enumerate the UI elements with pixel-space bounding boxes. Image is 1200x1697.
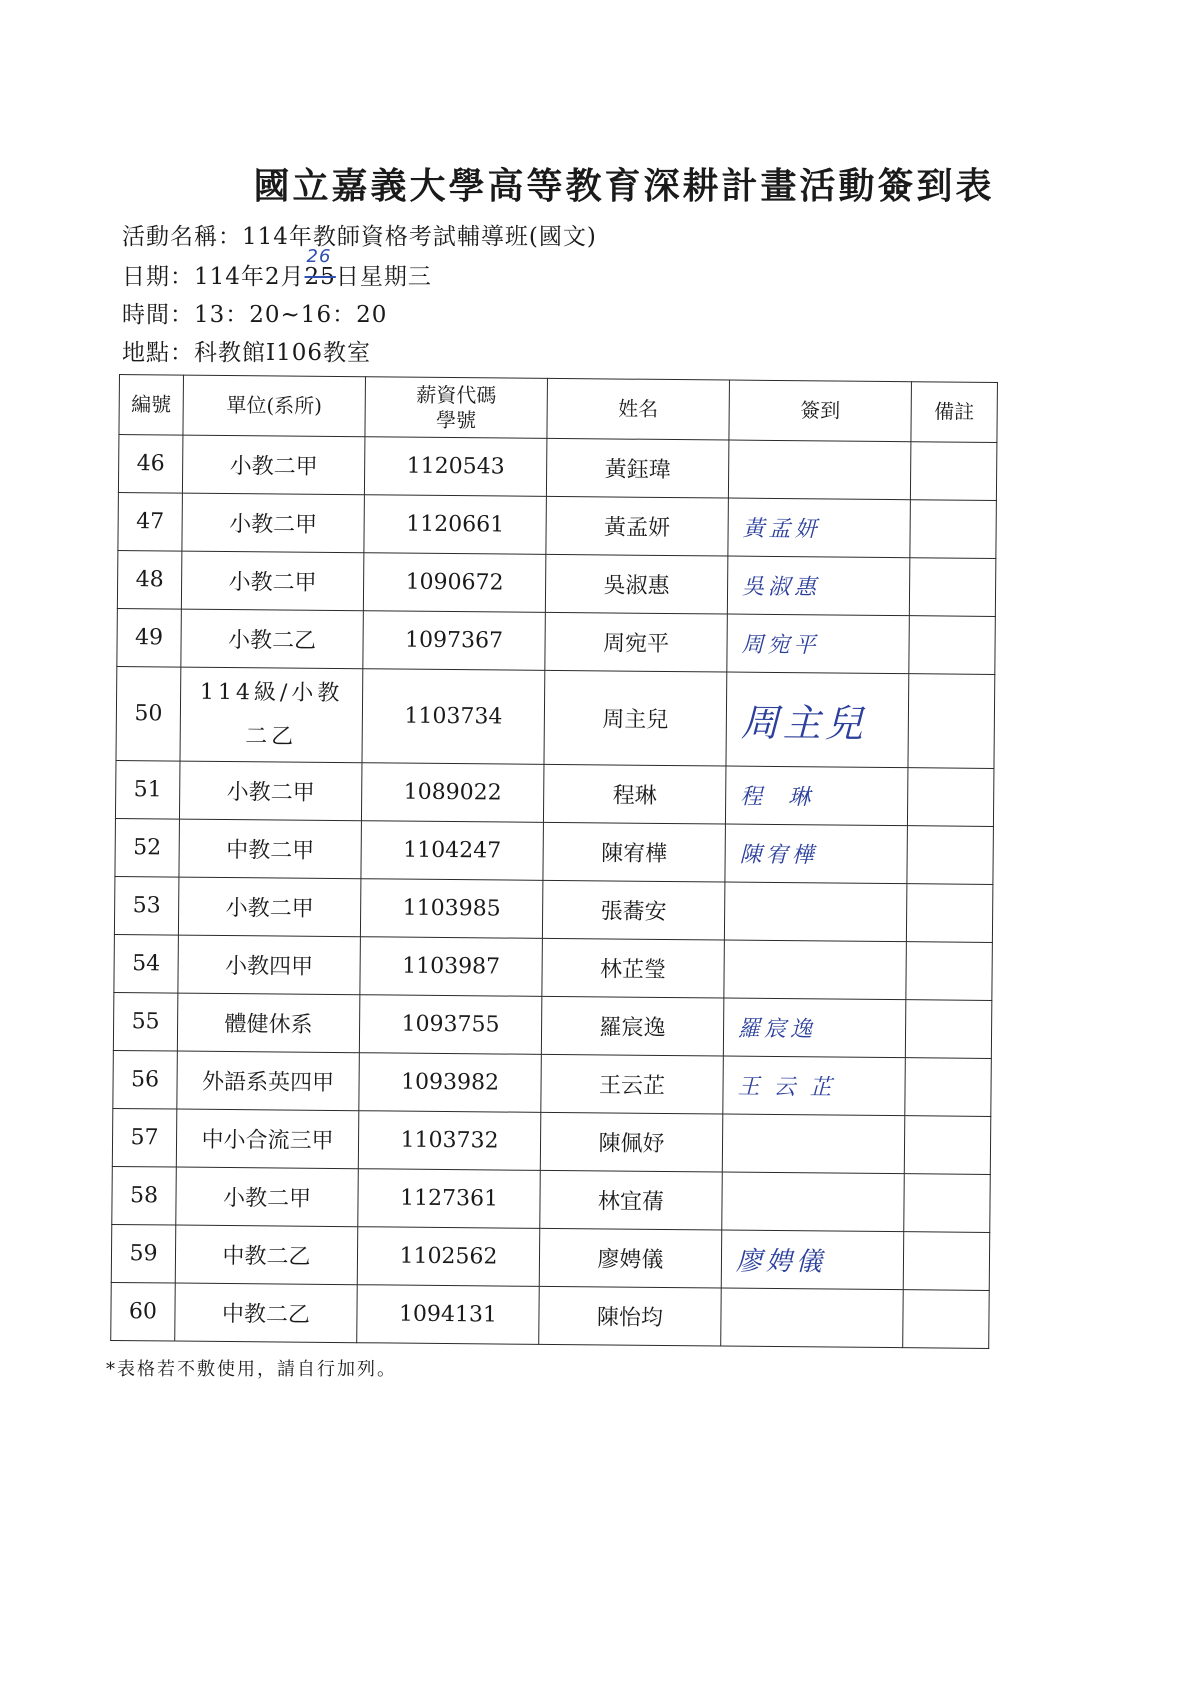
location-line: 地點：科教館I106教室 [122, 340, 371, 366]
cell-no: 53 [114, 876, 179, 935]
cell-unit: 小教二甲 [182, 435, 365, 495]
date-suffix: 日星期三 [335, 264, 432, 290]
cell-no: 52 [115, 818, 180, 877]
cell-remark [910, 500, 997, 559]
header-code [365, 377, 548, 439]
cell-remark [905, 1000, 992, 1059]
cell-no: 49 [117, 608, 182, 667]
cell-remark [904, 1116, 991, 1175]
cell-unit: 小教二甲 [181, 551, 364, 611]
cell-code: 1103987 [360, 937, 543, 997]
cell-unit: 中小合流三甲 [176, 1109, 359, 1169]
cell-no: 51 [115, 760, 180, 819]
cell-signature: 王云芷 [723, 1056, 906, 1116]
cell-unit: 小教二甲 [182, 493, 365, 553]
cell-signature [728, 440, 911, 500]
cell-signature: 黃孟妍 [728, 498, 911, 558]
footnote: *表格若不敷使用，請自行加列。 [106, 1359, 397, 1380]
time-line: 時間：13：20~16：20 [122, 302, 388, 328]
cell-unit: 外語系英四甲 [177, 1051, 360, 1111]
cell-signature [722, 1114, 905, 1174]
table-row [118, 492, 996, 558]
cell-unit [180, 667, 363, 763]
table-row [111, 1224, 989, 1290]
table-row [113, 992, 991, 1058]
cell-code: 1089022 [361, 763, 544, 823]
cell-remark [903, 1232, 990, 1291]
table-row [113, 1050, 991, 1116]
cell-unit: 小教四甲 [178, 935, 361, 995]
table-row [114, 934, 992, 1000]
cell-unit: 小教二甲 [176, 1167, 359, 1227]
cell-no: 58 [112, 1166, 177, 1225]
cell-name: 陳怡均 [539, 1286, 722, 1346]
cell-name: 黃鈺瑋 [546, 438, 729, 498]
cell-code: 1104247 [361, 821, 544, 881]
cell-name: 陳佩妤 [540, 1112, 723, 1172]
cell-remark [910, 442, 997, 501]
table-row [115, 760, 993, 826]
cell-signature: 陳宥樺 [725, 824, 908, 884]
cell-name: 羅宸逸 [541, 996, 724, 1056]
table-row [117, 608, 995, 674]
cell-unit-text: 114級/小教二乙 [199, 679, 344, 750]
cell-code: 1103732 [358, 1111, 541, 1171]
cell-code: 1120543 [364, 437, 547, 497]
cell-name: 周宛平 [545, 612, 728, 672]
header-unit: 單位(系所) [183, 375, 366, 437]
cell-unit: 中教二乙 [175, 1283, 358, 1343]
cell-name: 王云芷 [541, 1054, 724, 1114]
cell-name: 陳宥樺 [543, 822, 726, 882]
cell-unit: 中教二甲 [179, 819, 362, 879]
cell-no: 48 [117, 550, 182, 609]
table-row [117, 550, 995, 616]
cell-signature: 程琳 [725, 766, 908, 826]
cell-remark [909, 616, 996, 675]
cell-code: 1093755 [359, 995, 542, 1055]
date-line [122, 246, 432, 291]
cell-no: 60 [111, 1282, 176, 1341]
cell-no: 56 [113, 1050, 178, 1109]
cell-name: 林宜蒨 [540, 1170, 723, 1230]
cell-code: 1103985 [360, 879, 543, 939]
cell-signature: 吳淑惠 [727, 556, 910, 616]
cell-remark [906, 942, 993, 1001]
cell-name: 周主兒 [544, 670, 727, 766]
cell-no: 54 [114, 934, 179, 993]
cell-unit: 小教二乙 [181, 609, 364, 669]
cell-code: 1097367 [363, 611, 546, 671]
cell-signature: 周主兒 [726, 672, 909, 768]
cell-unit: 小教二甲 [179, 761, 362, 821]
cell-remark [907, 768, 994, 827]
date-prefix: 日期：114年2月 [122, 264, 305, 290]
cell-name: 吳淑惠 [545, 554, 728, 614]
cell-remark [905, 1058, 992, 1117]
cell-code: 1093982 [359, 1053, 542, 1113]
header-remark: 備註 [911, 382, 998, 443]
cell-name: 程琳 [543, 764, 726, 824]
table-row [112, 1166, 990, 1232]
cell-no: 57 [112, 1108, 177, 1167]
cell-signature: 廖娉儀 [721, 1230, 904, 1290]
cell-remark [907, 826, 994, 885]
cell-code: 1102562 [357, 1227, 540, 1287]
cell-no: 47 [118, 492, 183, 551]
table-header-row [119, 375, 998, 443]
header-name: 姓名 [547, 378, 730, 440]
cell-remark [906, 884, 993, 943]
cell-remark [904, 1174, 991, 1233]
cell-unit: 小教二甲 [178, 877, 361, 937]
header-no: 編號 [119, 375, 184, 436]
cell-unit: 中教二乙 [175, 1225, 358, 1285]
cell-name: 張蕎安 [542, 880, 725, 940]
sign-in-table [110, 374, 998, 1349]
cell-no: 46 [118, 435, 183, 494]
cell-name: 黃孟妍 [546, 496, 729, 556]
date-correction [304, 246, 336, 290]
table-row [114, 876, 992, 942]
cell-code: 1120661 [364, 495, 547, 555]
cell-no: 50 [116, 666, 181, 761]
table-row [116, 666, 995, 768]
cell-signature: 周宛平 [727, 614, 910, 674]
table-row [118, 435, 996, 501]
cell-signature [724, 882, 907, 942]
cell-remark [909, 558, 996, 617]
cell-code: 1090672 [363, 553, 546, 613]
cell-name: 林芷瑩 [542, 938, 725, 998]
header-code-line1: 薪資代碼 [416, 382, 497, 407]
header-signature: 簽到 [729, 380, 912, 442]
table-row [111, 1282, 989, 1348]
cell-name: 廖娉儀 [539, 1228, 722, 1288]
cell-code: 1103734 [362, 669, 545, 765]
cell-signature [724, 940, 907, 1000]
cell-code: 1094131 [357, 1285, 540, 1345]
date-struck: 25 [304, 264, 336, 290]
cell-remark [903, 1290, 990, 1349]
cell-no: 59 [111, 1224, 176, 1283]
cell-signature: 羅宸逸 [723, 998, 906, 1058]
cell-no: 55 [113, 992, 178, 1051]
table-row [115, 818, 993, 884]
cell-remark [908, 674, 995, 769]
cell-signature [722, 1172, 905, 1232]
cell-code: 1127361 [358, 1169, 541, 1229]
activity-name-line: 活動名稱：114年教師資格考試輔導班(國文) [122, 224, 597, 250]
document-title: 國立嘉義大學高等教育深耕計畫活動簽到表 [253, 166, 995, 207]
cell-unit: 體健休系 [177, 993, 360, 1053]
cell-signature [721, 1288, 904, 1348]
header-code-line2: 學號 [435, 407, 477, 432]
date-handwritten: 26 [306, 246, 332, 267]
table-row [112, 1108, 990, 1174]
